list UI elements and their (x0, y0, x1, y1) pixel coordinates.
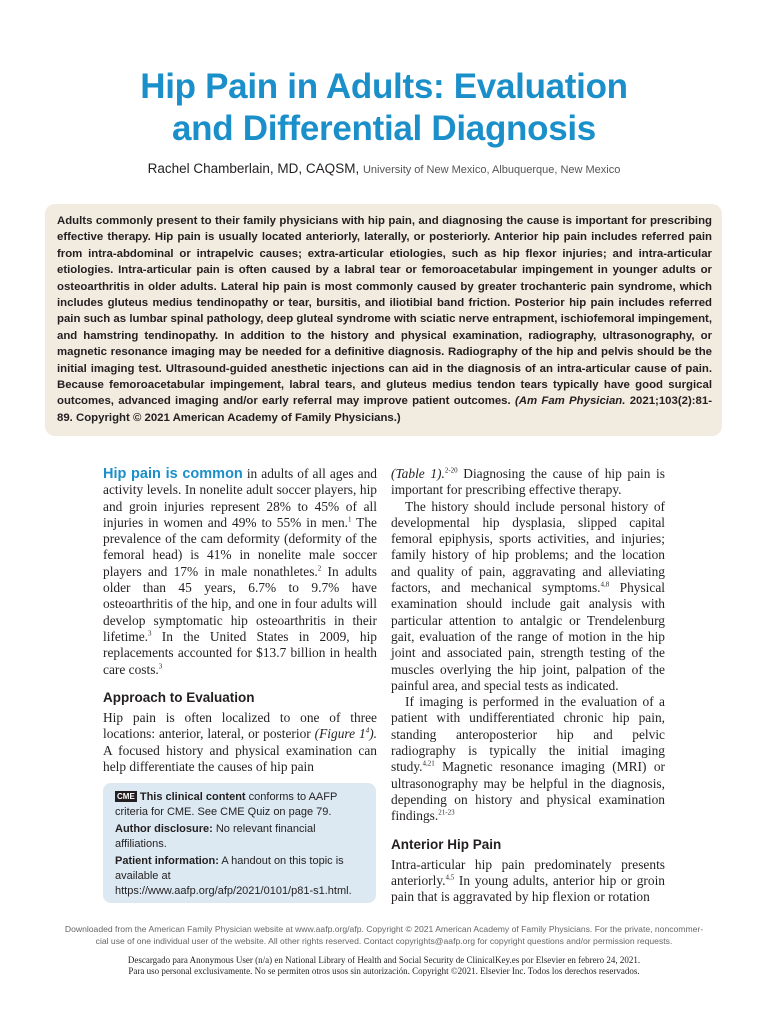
anterior-paragraph (391, 857, 665, 906)
author-name: Rachel Chamberlain, MD, CAQSM, (147, 161, 360, 176)
history-text-1: The history should include personal history of developmental hip dysplasia, slipped capital femoral epiphysis, sports activities, and injuries; family history of hip problems; and the location and quality of pain, aggravating and alleviating factors, and mechanical symptoms. (391, 498, 665, 596)
lead-in: Hip pain is common (103, 466, 243, 482)
intro-text-4: In the United States in 2009, hip replacements accounted for $13.7 billion in health care costs. (103, 628, 377, 677)
table-reference[interactable]: (Table 1). (391, 466, 445, 481)
title-line-1: Hip Pain in Adults: Evaluation (140, 67, 628, 106)
history-paragraph (391, 499, 665, 695)
cme-text: conforms to AAFP criteria for CME. See CME Quiz on page 79. (115, 791, 338, 818)
author-affiliation: University of New Mexico, Albuquerque, New Mexico (362, 164, 621, 176)
reference-sup: 2-20 (444, 466, 458, 475)
abstract-text: Adults commonly present to their family physicians with hip pain, and diagnosing the cause is important for prescribing effective therapy. Hip pain is usually located anteriorly, laterally, or posteriorly. Anterior hip pain includes referred pain from intra-abdominal or intrapelvic causes; extra-articular etiologies, such as hip flexor injuries; and intra-articular etiologies. Intra-articular pain is often caused by a labral tear or femoroacetabular impingement in younger adults or osteoarthritis in older adults. Lateral hip pain is most commonly caused by greater trochanteric pain syndrome, which includes gluteus medius tendinopathy or tear, bursitis, and iliotibial band friction. Posterior hip pain includes referred pain such as lumbar spinal pathology, deep gluteal syndrome with sciatic nerve entrapment, ischiofemoral impingement, and hamstring tendinopathy. In addition to the history and physical examination, radiography, ultrasonography, or magnetic resonance imaging may be needed for a definitive diagnosis. Radiography of the hip and pelvis should be the initial imaging test. Ultrasound-guided anesthetic injections can aid in the diagnosis of an intra-articular cause of pain. Because femoroacetabular impingement, labral tears, and gluteus medius tendon tears typically have good surgical outcomes, advanced imaging and/or early referral may improve patient outcomes. (57, 215, 712, 408)
footer-line-4: Para uso personal exclusivamente. No se permiten otros usos sin autorización. Copyright ©2021. Elsevier Inc. Todos los derechos reservados. (128, 966, 640, 976)
abstract-citation-journal: (Am Fam Physician. (514, 395, 626, 408)
imaging-text-2: Magnetic resonance imaging (MRI) or ultrasonography may be helpful in the diagnosis, depending on history and physical examination findings. (391, 759, 665, 824)
left-column (103, 466, 377, 775)
abstract-box (45, 204, 722, 436)
reference-sup: 3 (148, 629, 152, 638)
author-disclosure (115, 822, 366, 852)
approach-text-2: A focused history and physical examination can help differentiate the causes of hip pain (103, 742, 377, 775)
patient-info-link[interactable]: A handout on this topic is available at https://www.aafp.org/afp/2021/0101/p81-s1.html. (115, 855, 352, 897)
reference-sup: 21-23 (438, 808, 455, 817)
cme-badge: CME (117, 792, 135, 801)
cme-label: This clinical content (139, 791, 246, 803)
reference-sup: 2 (317, 564, 322, 573)
reference-sup: 4,5 (445, 873, 455, 882)
article-title (0, 66, 768, 150)
right-paragraph-1 (391, 466, 665, 499)
footer-line-2: cial use of one individual user of the website. All other rights reserved. Contact copyrights@aafp.org for copyright questions and/or permission requests. (95, 936, 673, 946)
reference-sup: 4 (365, 726, 370, 735)
reference-sup: 4,8 (600, 580, 610, 589)
section-heading-anterior: Anterior Hip Pain (391, 836, 502, 852)
cme-statement (115, 790, 366, 820)
right-column (391, 466, 665, 906)
disclosure-label: Author disclosure: (115, 823, 213, 835)
approach-paragraph (103, 710, 377, 775)
figure-reference-close: ). (369, 726, 377, 742)
footer-line-3: Descargado para Anonymous User (n/a) en National Library of Health and Social Security de ClinicalKey.es por Elsevier en febrero 24, 2021. (127, 955, 641, 965)
intro-paragraph (103, 466, 377, 678)
copyright-footer (0, 923, 768, 947)
cme-info-box (103, 783, 376, 903)
imaging-text-1: If imaging is performed in the evaluation of a patient with undifferentiated chronic hip pain, standing anteroposterior hip and pelvic radiography is typically the initial imaging study. (391, 694, 665, 775)
abstract-citation: 2021;103(2):81-89. Copyright © 2021 American Academy of Family Physicians.) (57, 395, 713, 424)
byline (0, 161, 768, 176)
download-footer (0, 955, 768, 977)
disclosure-text: No relevant financial affiliations. (115, 823, 316, 850)
reference-sup: 4,21 (422, 759, 435, 768)
anterior-text-1: Intra-articular hip pain predominately presents anteriorly. (391, 856, 665, 889)
title-line-2: and Differential Diagnosis (172, 109, 596, 148)
patient-info-label: Patient information: (115, 855, 219, 867)
patient-information (115, 854, 366, 899)
section-heading-approach: Approach to Evaluation (103, 689, 255, 705)
reference-sup: 3 (158, 662, 163, 671)
footer-line-1: Downloaded from the American Family Physician website at www.aafp.org/afp. Copyright © 2021 American Academy of Family Physicians. For the private, noncommer- (64, 924, 704, 934)
anterior-text-2: In young adults, anterior hip or groin pain that is aggravated by hip flexion or rotation (391, 873, 665, 905)
intro-text-2: The prevalence of the cam deformity (deformity of the femoral head) is 41% in nonelite male soccer players and 17% in male nonathletes. (103, 514, 377, 579)
approach-text-1: Hip pain is often localized to one of three locations: anterior, lateral, or posterior (103, 710, 377, 742)
reference-sup: 1 (347, 515, 352, 524)
history-text-2: Physical examination should include gait analysis with particular attention to antalgic or Trendelenburg gait, evaluation of the range of motion in the hip joint and associated pain, strength testing of the muscles overlying the hip joint, palpation of the painful area, and special tests as indicated. (391, 580, 666, 693)
figure-reference[interactable]: (Figure 1 (314, 726, 366, 742)
imaging-paragraph (391, 694, 665, 824)
intro-text-3: In adults older than 45 years, 6.7% to 9.7% have osteoarthritis of the hip, and one in four adults will develop symptomatic hip osteoarthritis in their lifetime. (103, 563, 377, 644)
right-text-1: Diagnosing the cause of hip pain is important for prescribing effective therapy. (391, 466, 665, 498)
intro-text-1: in adults of all ages and activity levels. In nonelite adult soccer players, hip and groin injuries represent 28% to 45% of all injuries in women and 49% to 55% in men. (103, 466, 378, 530)
